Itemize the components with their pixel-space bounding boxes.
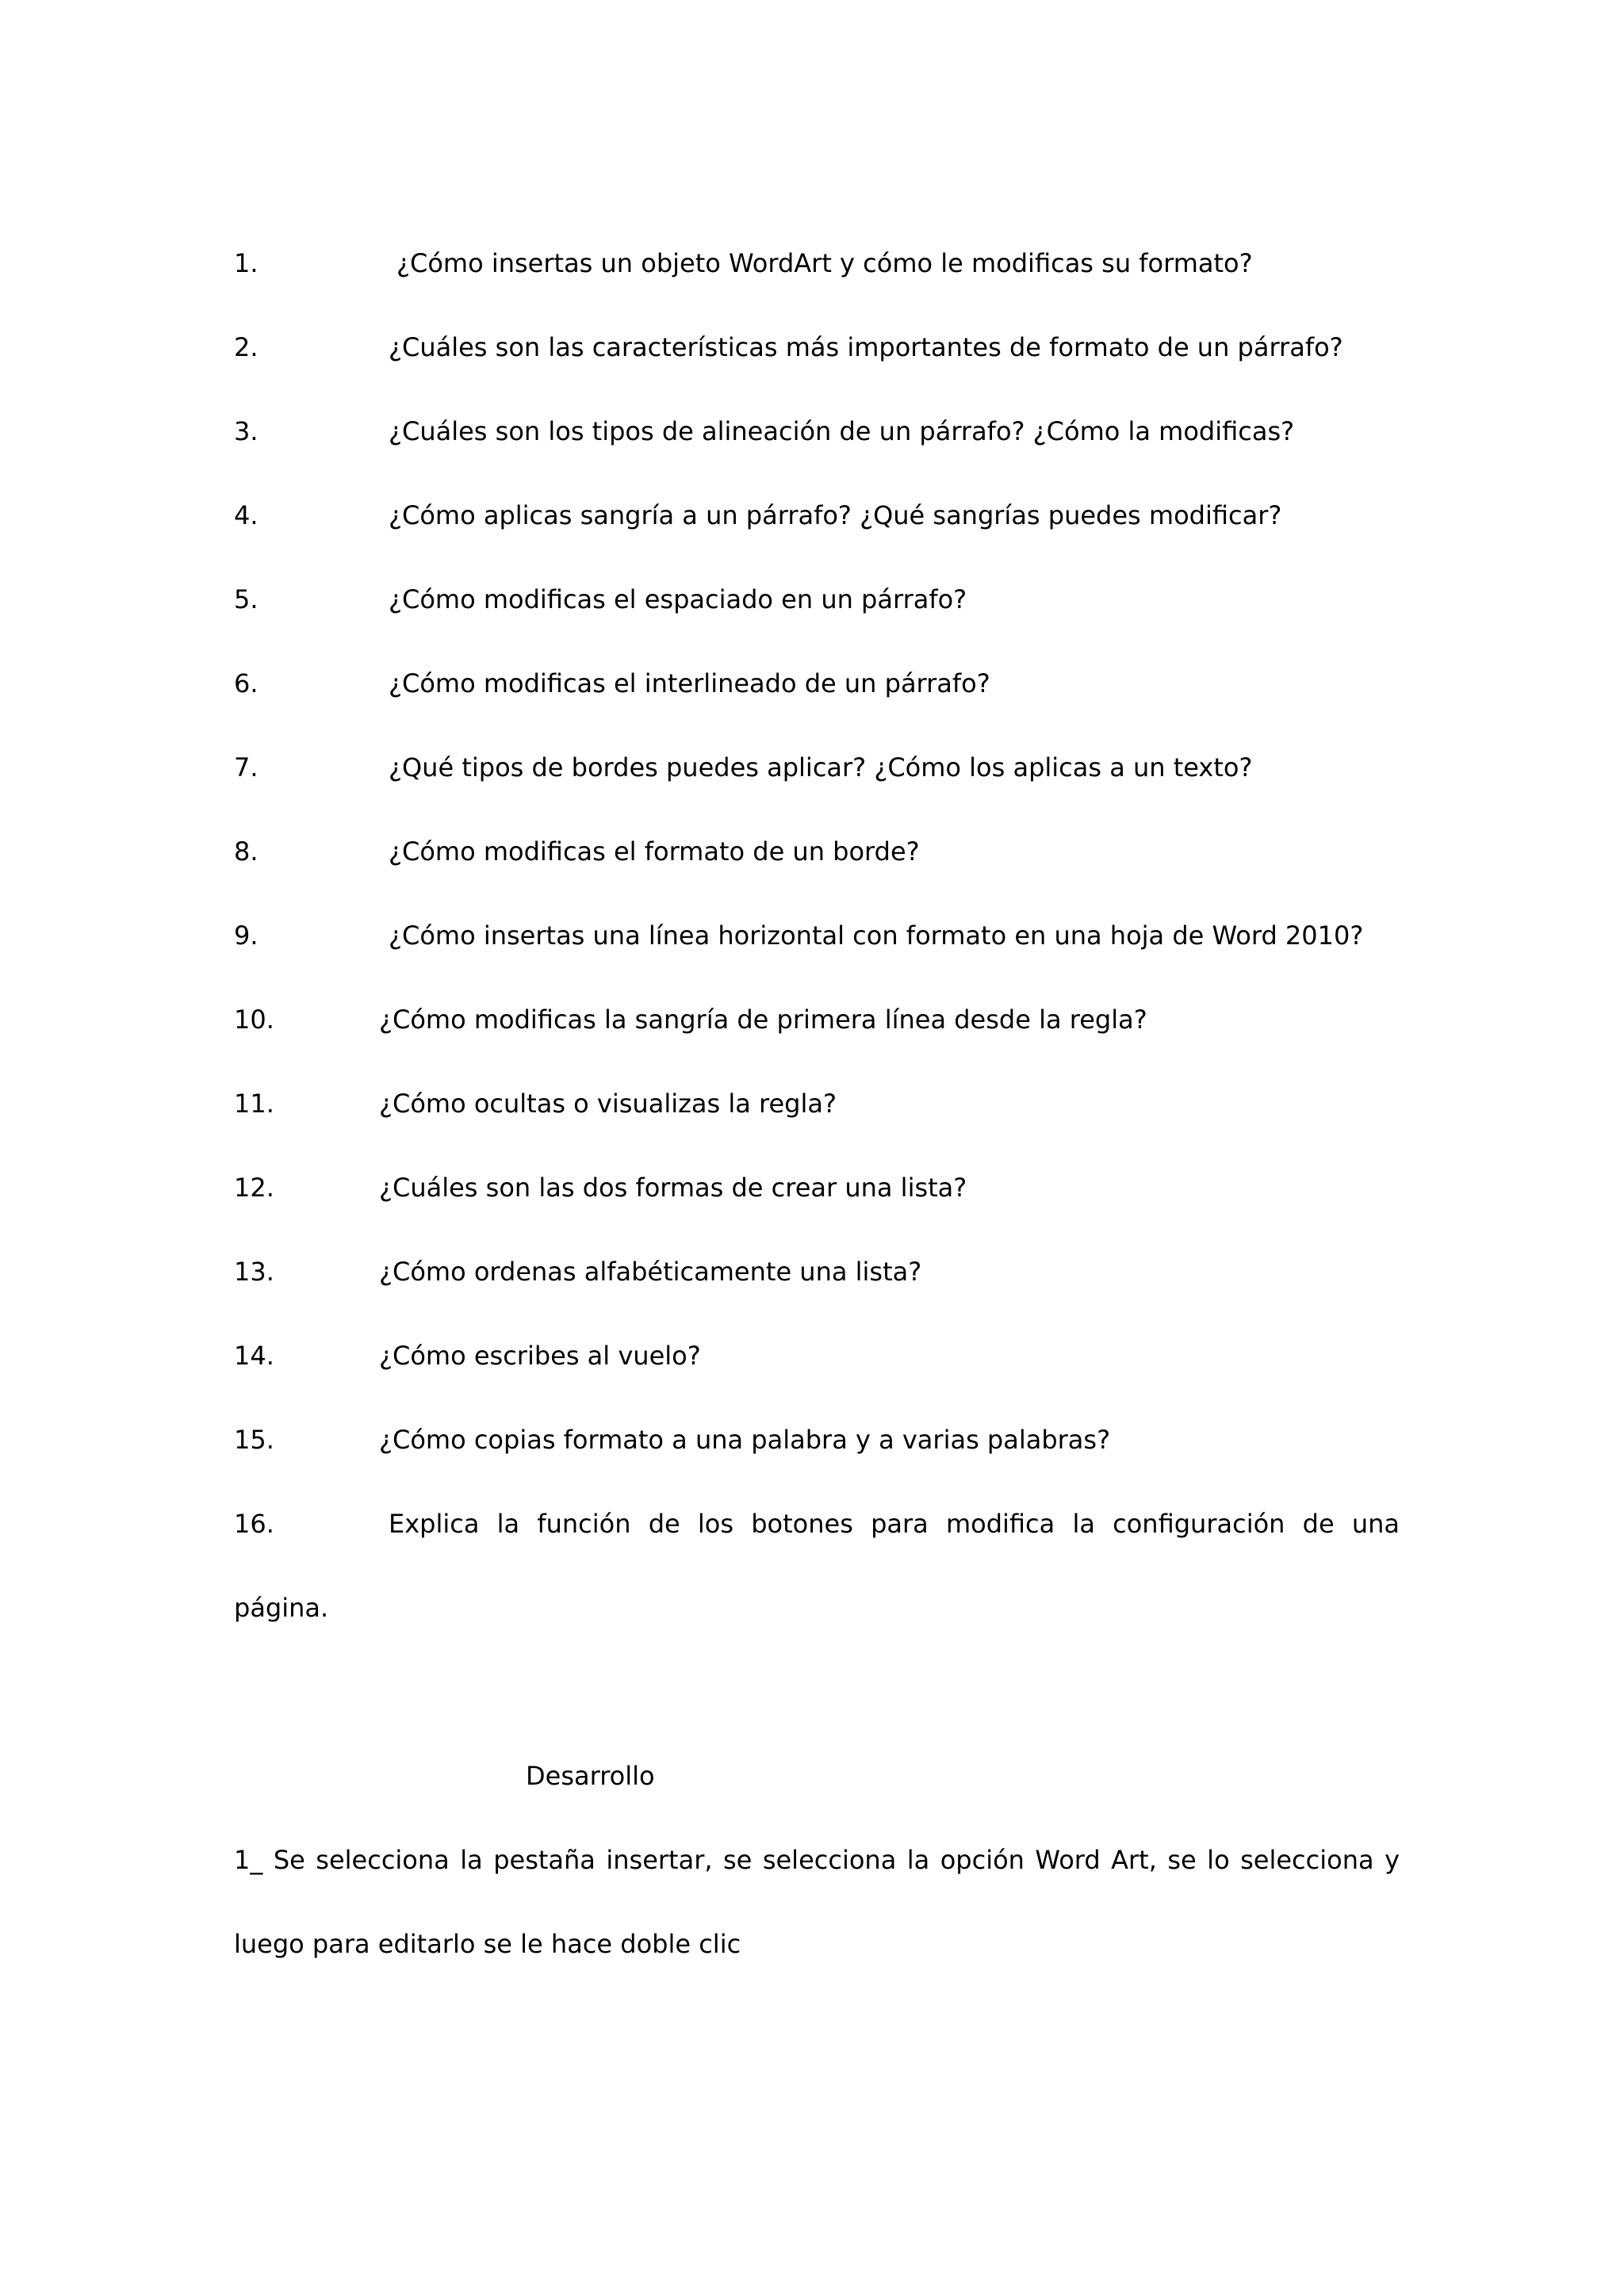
question-number: 1. (234, 248, 259, 278)
question-text: ¿Cómo copias formato a una palabra y a varias palabras? (379, 1425, 1111, 1455)
question-text: ¿Cuáles son las dos formas de crear una lista? (379, 1173, 967, 1203)
answer-text-continuation: luego para editarlo se le hace doble clic (234, 1929, 741, 1959)
question-number: 5. (234, 584, 259, 614)
question-text: ¿Cómo modificas el espaciado en un párrafo? (389, 584, 967, 614)
answer-text: 1_ Se selecciona la pestaña insertar, se selecciona la opción Word Art, se lo selecciona y (234, 1845, 1400, 1875)
question-text: Explica la función de los botones para modifica la configuración de una (389, 1509, 1400, 1539)
question-text: ¿Cómo escribes al vuelo? (379, 1341, 701, 1371)
question-number: 2. (234, 332, 259, 362)
question-text: ¿Cómo ocultas o visualizas la regla? (379, 1089, 837, 1119)
question-number: 7. (234, 752, 259, 783)
question-number: 13. (234, 1257, 274, 1287)
question-text: ¿Cómo aplicas sangría a un párrafo? ¿Qué sangrías puedes modificar? (389, 500, 1282, 530)
question-text: ¿Cómo modificas el formato de un borde? (389, 836, 920, 867)
section-heading: Desarrollo (526, 1761, 655, 1791)
question-text: ¿Cuáles son los tipos de alineación de un párrafo? ¿Cómo la modificas? (389, 416, 1295, 446)
question-number: 9. (234, 920, 259, 951)
question-text: ¿Cómo modificas la sangría de primera línea desde la regla? (379, 1004, 1147, 1035)
question-number: 16. (234, 1509, 274, 1539)
question-number: 10. (234, 1004, 274, 1035)
question-text: ¿Cómo insertas una línea horizontal con formato en una hoja de Word 2010? (389, 920, 1364, 951)
question-number: 12. (234, 1173, 274, 1203)
question-text-continuation: página. (234, 1593, 329, 1623)
question-number: 14. (234, 1341, 274, 1371)
question-number: 8. (234, 836, 259, 867)
question-text: ¿Cómo modificas el interlineado de un párrafo? (389, 668, 990, 698)
question-text: ¿Cuáles son las características más importantes de formato de un párrafo? (389, 332, 1343, 362)
question-number: 11. (234, 1089, 274, 1119)
question-text: ¿Cómo ordenas alfabéticamente una lista? (379, 1257, 922, 1287)
question-number: 4. (234, 500, 259, 530)
question-text: ¿Qué tipos de bordes puedes aplicar? ¿Cómo los aplicas a un texto? (389, 752, 1253, 783)
question-number: 3. (234, 416, 259, 446)
question-text: ¿Cómo insertas un objeto WordArt y cómo le modificas su formato? (396, 248, 1253, 278)
question-number: 15. (234, 1425, 274, 1455)
question-number: 6. (234, 668, 259, 698)
